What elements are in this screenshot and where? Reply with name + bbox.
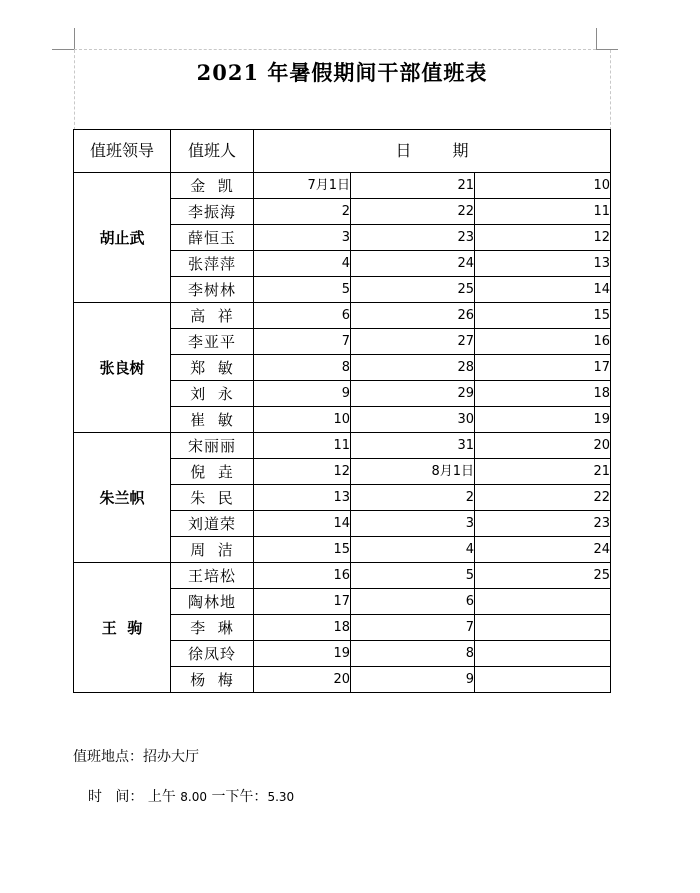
date-cell: 5 bbox=[254, 277, 351, 303]
date-cell: 25 bbox=[351, 277, 475, 303]
date-cell: 21 bbox=[351, 173, 475, 199]
date-cell: 5 bbox=[351, 563, 475, 589]
date-cell: 12 bbox=[475, 225, 611, 251]
date-cell: 19 bbox=[475, 407, 611, 433]
pm-time: 5.30 bbox=[267, 790, 295, 804]
person-cell: 李亚平 bbox=[171, 329, 254, 355]
leader-cell: 胡止武 bbox=[74, 173, 171, 303]
date-cell: 23 bbox=[351, 225, 475, 251]
person-cell: 崔 敏 bbox=[171, 407, 254, 433]
date-cell: 6 bbox=[254, 303, 351, 329]
date-cell: 15 bbox=[475, 303, 611, 329]
date-cell: 7 bbox=[254, 329, 351, 355]
person-cell: 李振海 bbox=[171, 199, 254, 225]
person-cell: 徐凤玲 bbox=[171, 641, 254, 667]
date-cell: 22 bbox=[351, 199, 475, 225]
header-leader: 值班领导 bbox=[74, 130, 171, 173]
date-cell: 16 bbox=[475, 329, 611, 355]
person-cell: 倪 垚 bbox=[171, 459, 254, 485]
duty-schedule-table bbox=[73, 129, 611, 693]
date-cell: 9 bbox=[351, 667, 475, 693]
date-cell: 20 bbox=[475, 433, 611, 459]
date-cell bbox=[475, 667, 611, 693]
person-cell: 陶林地 bbox=[171, 589, 254, 615]
page-margin-guide bbox=[610, 50, 611, 130]
date-cell: 7 bbox=[351, 615, 475, 641]
date-cell: 11 bbox=[475, 199, 611, 225]
page-margin-guide bbox=[74, 49, 596, 50]
table-row bbox=[74, 563, 611, 589]
person-cell: 杨 梅 bbox=[171, 667, 254, 693]
date-cell: 9 bbox=[254, 381, 351, 407]
date-cell: 21 bbox=[475, 459, 611, 485]
table-row bbox=[74, 303, 611, 329]
page-corner-mark bbox=[74, 28, 75, 50]
header-person: 值班人 bbox=[171, 130, 254, 173]
date-cell: 17 bbox=[254, 589, 351, 615]
date-cell: 14 bbox=[475, 277, 611, 303]
date-cell: 11 bbox=[254, 433, 351, 459]
person-cell: 刘道荣 bbox=[171, 511, 254, 537]
person-cell: 周 洁 bbox=[171, 537, 254, 563]
date-cell: 24 bbox=[351, 251, 475, 277]
date-cell: 23 bbox=[475, 511, 611, 537]
date-cell: 7月1日 bbox=[254, 173, 351, 199]
date-cell: 14 bbox=[254, 511, 351, 537]
date-cell: 16 bbox=[254, 563, 351, 589]
duty-time bbox=[88, 786, 294, 806]
date-cell: 8 bbox=[254, 355, 351, 381]
person-cell: 金 凯 bbox=[171, 173, 254, 199]
date-cell: 4 bbox=[351, 537, 475, 563]
date-cell: 22 bbox=[475, 485, 611, 511]
date-cell: 15 bbox=[254, 537, 351, 563]
date-cell: 18 bbox=[475, 381, 611, 407]
date-cell: 13 bbox=[254, 485, 351, 511]
time-separator: 一下午： bbox=[211, 789, 268, 805]
table-header-row bbox=[74, 130, 611, 173]
header-date: 日 期 bbox=[254, 130, 611, 173]
leader-cell: 张良树 bbox=[74, 303, 171, 433]
duty-location bbox=[73, 746, 199, 766]
person-cell: 李 琳 bbox=[171, 615, 254, 641]
person-cell: 宋丽丽 bbox=[171, 433, 254, 459]
person-cell: 张萍萍 bbox=[171, 251, 254, 277]
date-cell: 18 bbox=[254, 615, 351, 641]
date-cell: 26 bbox=[351, 303, 475, 329]
date-cell bbox=[475, 589, 611, 615]
person-cell: 刘 永 bbox=[171, 381, 254, 407]
location-value: 招办大厅 bbox=[143, 749, 199, 765]
am-label: 上午 bbox=[147, 789, 176, 805]
date-cell: 10 bbox=[475, 173, 611, 199]
person-cell: 高 祥 bbox=[171, 303, 254, 329]
date-cell: 25 bbox=[475, 563, 611, 589]
date-cell: 6 bbox=[351, 589, 475, 615]
table-body bbox=[74, 173, 611, 693]
date-cell: 8月1日 bbox=[351, 459, 475, 485]
date-cell: 2 bbox=[254, 199, 351, 225]
date-cell: 4 bbox=[254, 251, 351, 277]
date-cell: 12 bbox=[254, 459, 351, 485]
date-cell bbox=[475, 641, 611, 667]
date-cell: 20 bbox=[254, 667, 351, 693]
date-cell: 31 bbox=[351, 433, 475, 459]
date-cell: 24 bbox=[475, 537, 611, 563]
page-corner-mark bbox=[596, 28, 597, 50]
date-cell: 28 bbox=[351, 355, 475, 381]
location-label: 值班地点： bbox=[73, 749, 143, 765]
person-cell: 郑 敏 bbox=[171, 355, 254, 381]
date-cell: 29 bbox=[351, 381, 475, 407]
person-cell: 朱 民 bbox=[171, 485, 254, 511]
table-row bbox=[74, 173, 611, 199]
date-cell: 19 bbox=[254, 641, 351, 667]
page-corner-mark bbox=[52, 49, 74, 50]
date-cell: 10 bbox=[254, 407, 351, 433]
leader-cell: 朱兰帜 bbox=[74, 433, 171, 563]
person-cell: 李树林 bbox=[171, 277, 254, 303]
leader-cell: 王 驹 bbox=[74, 563, 171, 693]
date-cell: 2 bbox=[351, 485, 475, 511]
date-cell: 3 bbox=[351, 511, 475, 537]
document-title: 2021 年暑假期间干部值班表 bbox=[196, 60, 488, 85]
date-cell bbox=[475, 615, 611, 641]
person-cell: 薛恒玉 bbox=[171, 225, 254, 251]
date-cell: 3 bbox=[254, 225, 351, 251]
date-cell: 17 bbox=[475, 355, 611, 381]
date-cell: 30 bbox=[351, 407, 475, 433]
table-row bbox=[74, 433, 611, 459]
am-time: 8.00 bbox=[180, 790, 207, 804]
time-label: 时 间： bbox=[88, 789, 144, 805]
date-cell: 27 bbox=[351, 329, 475, 355]
page-corner-mark bbox=[596, 49, 618, 50]
date-cell: 13 bbox=[475, 251, 611, 277]
date-cell: 8 bbox=[351, 641, 475, 667]
person-cell: 王培松 bbox=[171, 563, 254, 589]
